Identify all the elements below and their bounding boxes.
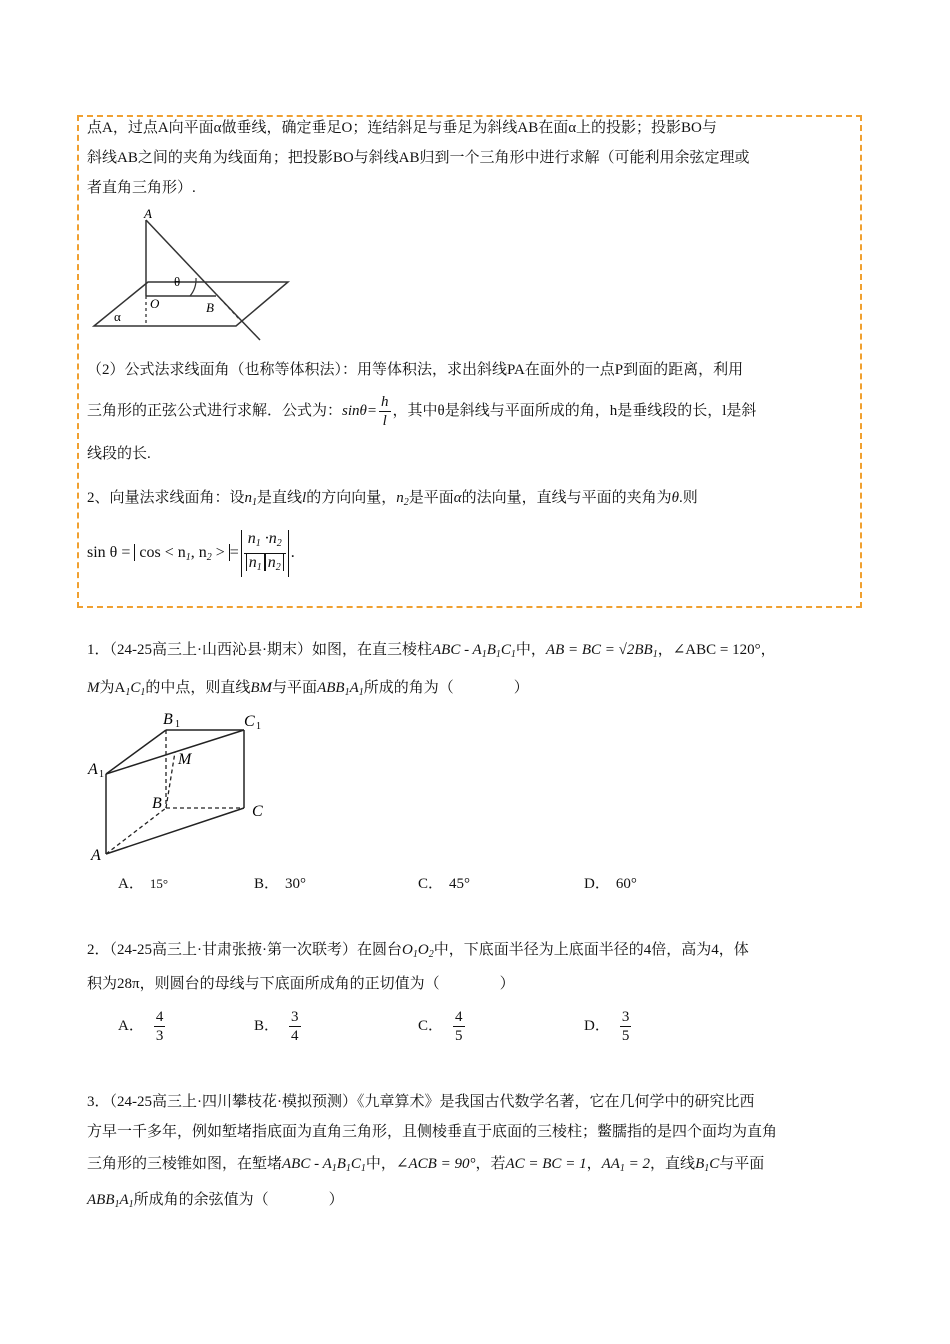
q1-prism-sub2: 1: [495, 649, 501, 660]
q1-option-a-value: 15°: [149, 876, 169, 891]
q2-option-c-label: C．: [418, 1018, 444, 1034]
q1-prism-sub1: 1: [481, 649, 487, 660]
formula-abs-cos: [134, 544, 229, 561]
vector-prefix: 2、向量法求线面角：设: [87, 490, 245, 506]
label-theta: θ: [174, 274, 181, 289]
vector-theta: θ: [671, 490, 679, 506]
q3-prism-sub3: 1: [360, 1163, 366, 1174]
num-dot-n2: ·n: [260, 529, 277, 547]
edge-a1b1: [106, 730, 166, 774]
formula-period: .: [290, 544, 295, 561]
q3-prefix: 三角形的三棱锥如图，在堑堵: [87, 1156, 283, 1172]
q1-option-c-value: 45°: [449, 876, 471, 892]
q3-eq: AC = BC = 1: [505, 1156, 587, 1172]
q1-mid1: 中，: [515, 642, 546, 658]
q2-line2-suffix: ，则圆台的母线与下底面所成角的正切值为（ ）: [139, 976, 515, 992]
q2-o1-sub: 1: [412, 949, 418, 960]
q2-option-b-frac: [289, 1008, 301, 1045]
vector-alpha: α: [453, 490, 462, 506]
q1-option-d[interactable]: [584, 874, 637, 894]
q1-option-b-label: B．: [254, 876, 280, 892]
q1-a-sub: 1: [125, 687, 131, 698]
theta-arc: [190, 278, 196, 296]
label-b1-sub: 1: [175, 719, 180, 730]
q1-m: M: [87, 680, 100, 696]
segment-bm-hidden: [166, 752, 175, 808]
formula-sub2: 2: [206, 552, 212, 563]
q2-line-2: [87, 974, 515, 994]
q3-mid1: 中，: [365, 1156, 396, 1172]
label-b1: B: [163, 711, 173, 728]
num-n1: n: [247, 529, 256, 547]
q1-prism-c: C: [500, 642, 511, 658]
q3-plane: ABB: [87, 1192, 115, 1208]
vector-n1-sub: 1: [252, 497, 258, 508]
q1-plane-sub: 1: [344, 687, 350, 698]
q2-option-a-num: 4: [155, 1009, 164, 1026]
h-over-l: [379, 393, 391, 430]
label-alpha: α: [114, 309, 121, 324]
den-sub2: 2: [275, 561, 281, 573]
q1-option-c-label: C．: [418, 876, 444, 892]
q2-volume: 28π: [117, 976, 140, 992]
vector-mid2: 的方向向量，: [306, 490, 397, 506]
q2-option-a-den: 3: [155, 1028, 164, 1045]
q2-option-a-frac: [154, 1008, 166, 1045]
label-b: B: [206, 300, 214, 315]
q3-angle: ∠ACB = 90°: [395, 1156, 476, 1172]
q3-b1c-c: C: [709, 1156, 720, 1172]
q3-prism-sub1: 1: [331, 1163, 337, 1174]
q3-line4-end: 所成角的余弦值为（ ）: [133, 1192, 344, 1208]
num-sub1: 1: [255, 537, 261, 549]
q1-option-d-label: D．: [584, 876, 610, 892]
q3-line-2: 方早一千多年，例如堑堵指底面为直角三角形，且侧棱垂直于底面的三棱柱；鳖臑指的是四个面均为直角: [87, 1124, 778, 1140]
q3-mid4: ，直线: [650, 1156, 696, 1172]
formula-sub1: 1: [185, 552, 191, 563]
q1-line-2: [87, 678, 529, 703]
projection-figure: [90, 202, 310, 342]
q3-prism-sub2: 1: [345, 1163, 351, 1174]
q2-option-c-num: 4: [455, 1009, 463, 1026]
q1-prism-b: B: [486, 642, 496, 658]
q1-plane-sub2: 1: [358, 687, 364, 698]
frac-num-h: h: [381, 394, 389, 411]
formula-line2-prefix: 三角形的正弦公式进行求解．公式为：: [87, 403, 343, 419]
label-b: B: [152, 795, 162, 812]
method-line-2: 斜线AB之间的夹角为线面角；把投影BO与斜线AB归到一个三角形中进行求解（可能利用余弦定理或: [87, 150, 750, 166]
q3-mid3: ，: [586, 1156, 602, 1172]
formula-method-line-3: 线段的长.: [87, 446, 151, 462]
label-c1-sub: 1: [256, 721, 261, 732]
q1-equation: AB = BC = √2BB: [545, 642, 653, 658]
q1-prism-sub3: 1: [510, 649, 516, 660]
q2-option-d-label: D．: [584, 1018, 610, 1034]
formula-eq: =: [229, 544, 239, 561]
q2-option-b-num: 3: [291, 1009, 299, 1026]
formula-method-line-1: （2）公式法求线面角（也称等体积法）：用等体积法，求出斜线PA在面外的一点P到面的距离，利用: [87, 362, 744, 378]
q2-option-a[interactable]: [118, 1006, 167, 1046]
vector-n2: n: [396, 490, 404, 506]
formula-lhs: sin θ =: [87, 544, 131, 561]
q3-line3-end: 与平面: [719, 1156, 765, 1172]
q3-line-1: 3．（24-25高三上·四川攀枝花·模拟预测）《九章算术》是我国古代数学名著，它在几何学中的研究比西: [87, 1094, 755, 1110]
frac-den-l: l: [382, 413, 387, 430]
label-c: C: [252, 803, 263, 820]
q1-prefix: 1．（24-25高三上·山西沁县·期末）如图，在直三棱柱: [87, 642, 432, 658]
q3-aa-eq: = 2: [624, 1156, 651, 1172]
q3-plane-sub2: 1: [128, 1199, 134, 1210]
q1-option-a[interactable]: [118, 874, 168, 894]
vector-n1: n: [244, 490, 253, 506]
q2-option-d-den: 5: [621, 1028, 630, 1045]
formula-num: [244, 530, 286, 554]
den-sub1: 1: [256, 561, 262, 573]
label-a1-sub: 1: [99, 769, 104, 780]
den-abs-n1: [246, 554, 265, 571]
q2-option-d-num: 3: [621, 1009, 630, 1026]
q3-b1c: B: [695, 1156, 705, 1172]
q3-plane-sub: 1: [114, 1199, 120, 1210]
q1-option-d-value: 60°: [615, 876, 637, 892]
q2-line-1: [87, 940, 749, 965]
q2-option-c[interactable]: [418, 1006, 467, 1046]
q1-line-1: [87, 640, 776, 665]
den-n1: n: [248, 553, 257, 571]
num-sub2: 2: [276, 537, 282, 549]
vector-n2-sub: 2: [403, 497, 409, 508]
q2-option-d[interactable]: [584, 1006, 633, 1046]
vector-end: .则: [679, 490, 698, 506]
q2-option-c-den: 5: [455, 1028, 463, 1045]
q3-line-3: [87, 1154, 764, 1179]
q3-mid2: ，若: [475, 1156, 506, 1172]
q1-c-sub: 1: [140, 687, 146, 698]
q3-plane-a: A: [119, 1192, 129, 1208]
q1-option-b-value: 30°: [285, 876, 307, 892]
q1-end: 所成的角为（ ）: [363, 680, 529, 696]
q1-plane: ABB: [317, 680, 345, 696]
vector-mid3: 是平面: [408, 490, 454, 506]
q2-option-b[interactable]: [254, 1006, 303, 1046]
label-c1: C: [244, 713, 255, 730]
q3-prism-c: C: [350, 1156, 361, 1172]
edge-ab-hidden: [106, 808, 166, 854]
formula-fraction: [241, 530, 289, 577]
vector-method-line-1: [87, 488, 698, 513]
label-a1: A: [88, 761, 98, 778]
q3-prism-b: B: [336, 1156, 346, 1172]
vector-mid4: 的法向量，直线与平面的夹角为: [461, 490, 672, 506]
formula-close: >: [211, 544, 225, 561]
q2-option-a-label: A．: [118, 1018, 144, 1034]
vector-mid1: 是直线: [257, 490, 303, 506]
formula-method-line-2: [87, 392, 756, 430]
edge-ac: [106, 808, 244, 854]
q3-prism: ABC - A: [282, 1156, 332, 1172]
label-a: A: [91, 847, 101, 864]
q1-c: C: [130, 680, 141, 696]
label-o: O: [150, 296, 160, 311]
plane-alpha-shape: [94, 282, 288, 326]
q2-line2-prefix: 积为: [87, 976, 118, 992]
sin-theta: sinθ=: [342, 403, 378, 419]
den-abs-n2: [265, 554, 284, 571]
q3-aa-sub: 1: [619, 1163, 625, 1174]
q3-aa: AA: [601, 1156, 620, 1172]
formula-cos: cos < n: [139, 544, 186, 561]
q3-line-4: [87, 1190, 344, 1215]
vector-l: l: [302, 490, 307, 506]
formula-comma: , n: [190, 544, 207, 561]
oblique-ab: [146, 220, 216, 294]
q2-o2-sub: 2: [428, 949, 434, 960]
prism-figure: [86, 708, 286, 868]
q1-mid2: 与平面: [272, 680, 318, 696]
q1-mid: 的中点，则直线: [145, 680, 251, 696]
q3-b1c-sub: 1: [704, 1163, 710, 1174]
q1-prism: ABC - A: [432, 642, 482, 658]
q2-option-c-frac: [453, 1008, 465, 1045]
den-n2: n: [267, 553, 276, 571]
label-m: M: [178, 751, 192, 768]
q1-option-a-label: A．: [118, 876, 144, 892]
q1-equation-sub: 1: [652, 649, 658, 660]
q1-angle: ，∠ABC = 120°，: [657, 642, 776, 658]
q1-plane-a: A: [349, 680, 359, 696]
label-a: A: [144, 206, 152, 221]
formula-den: [244, 554, 286, 577]
q2-o2: O: [417, 942, 429, 958]
formula-line2-suffix: ，其中θ是斜线与平面所成的角，h是垂线段的长，l是斜: [392, 403, 757, 419]
q1-option-c[interactable]: [418, 874, 470, 894]
q1-a: 为A: [99, 680, 126, 696]
q1-bm: BM: [250, 680, 273, 696]
q2-option-d-frac: [620, 1008, 632, 1045]
q2-option-b-den: 4: [291, 1028, 299, 1045]
method-line-3: 者直角三角形）.: [87, 180, 196, 196]
q2-suffix: 中，下底面半径为上底面半径的4倍，高为4，体: [433, 942, 749, 958]
q2-prefix: 2．（24-25高三上·甘肃张掖·第一次联考）在圆台: [87, 942, 402, 958]
q1-option-b[interactable]: [254, 874, 306, 894]
q2-o1: O: [402, 942, 413, 958]
q2-option-b-label: B．: [254, 1018, 280, 1034]
method-line-1: 点A，过点A向平面α做垂线，确定垂足O；连结斜足与垂足为斜线AB在面α上的投影；投影BO与: [87, 120, 717, 136]
vector-formula: [87, 528, 295, 583]
